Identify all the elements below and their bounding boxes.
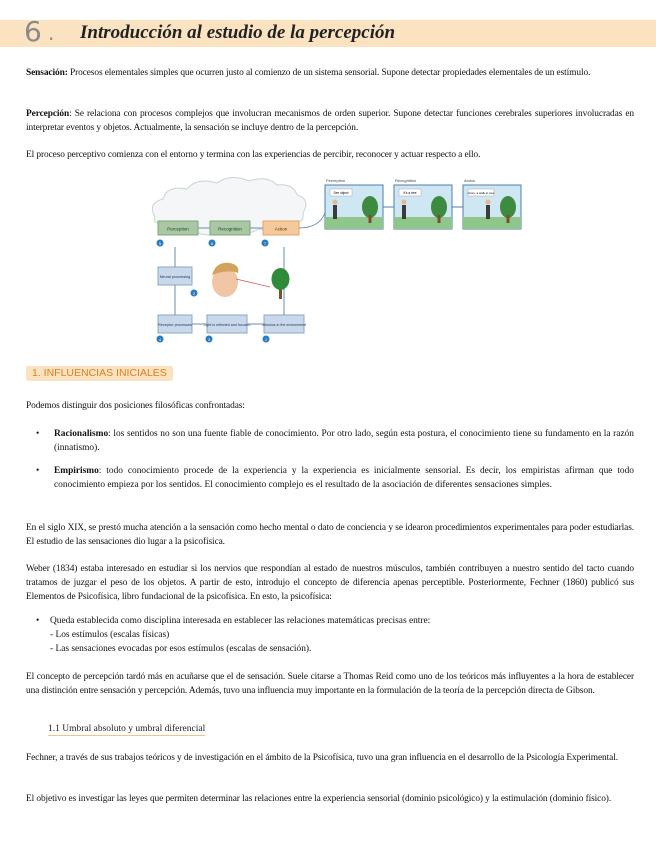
percepcion-definition: : Se relaciona con procesos complejos que involucran mecanismos de orden superior. Supone detectar funciones cerebrales superiores involucradas en interpretar eventos y objetos. Actualmente, la sensación se incluye dentro de la percepción. <box>26 109 634 133</box>
psicofisica-list <box>26 614 634 656</box>
scene-panel-recognition <box>394 185 452 229</box>
light-ray <box>236 279 270 287</box>
panel-title-action: Action <box>464 178 476 183</box>
paragraph-siglo-xix: En el siglo XIX, se prestó mucha atención a la sensación como hecho mental o dato de conciencia y se idearon procedimientos experimentales para poder estudiarlas. El estudio de las sensaciones dio lugar a la psicofísica. <box>26 523 634 547</box>
receptor-processes-label: Receptor processes <box>158 323 192 327</box>
panel-title-perception: Perception <box>326 178 346 183</box>
subsection-heading-umbral: 1.1 Umbral absoluto y umbral diferencial <box>48 724 206 734</box>
list-item-racionalismo <box>26 427 634 455</box>
paragraph-proceso-perceptivo: El proceso perceptivo comienza con el entorno y termina con las experiencias de percibir, reconocer y actuar respecto a ello. <box>26 150 481 160</box>
step-label-7: 7 <box>263 241 267 246</box>
section-badge-influencias: 1. INFLUENCIAS INICIALES <box>26 366 173 381</box>
term-empirismo: Empirismo <box>54 466 99 476</box>
list-item-psicofisica <box>26 614 634 628</box>
term-percepcion: Percepción <box>26 109 70 119</box>
bubble-walk-to-tree: Hmm, a walk to tree <box>467 191 495 195</box>
scene-panel-action <box>463 185 521 229</box>
perception-box-label: Perception <box>167 226 189 232</box>
panel-title-recognition: Recognition <box>395 178 417 183</box>
action-box-label: Action <box>274 226 288 232</box>
step-label-3: 3 <box>207 337 211 342</box>
bullet-icon: • <box>36 429 40 439</box>
chapter-number-dot: . <box>48 21 55 45</box>
empirismo-text: : todo conocimiento procede de la experiencia y la experiencia es inicialmente sensorial. Es decir, los empiristas afirman que todo conocimiento empieza por los sentidos. El conocimiento complejo es el resultado de la asociación de diferentes sensaciones simples. <box>54 466 634 490</box>
step-label-1: 1 <box>264 337 268 342</box>
scene-panel-perception <box>325 185 383 229</box>
sensacion-definition: Procesos elementales simples que ocurren justo al comienzo de un sistema sensorial. Supone detectar propiedades elementales de un estímulo. <box>67 68 591 78</box>
paragraph-sensacion <box>26 66 634 80</box>
chapter-number: 6 <box>24 15 42 48</box>
paragraph-posiciones: Podemos distinguir dos posiciones filosóficas confrontadas: <box>26 401 245 411</box>
paragraph-objetivo: El objetivo es investigar las leyes que permiten determinar las relaciones entre la experiencia sensorial (dominio psicológico) y la estimulación (dominio físico). <box>26 794 612 804</box>
neural-processing-label: Neural processing <box>159 275 191 279</box>
stimulus-environment-label: Stimulus in the environment <box>261 323 307 327</box>
psicofisica-text: Queda establecida como disciplina interesada en establecer las relaciones matemáticas precisas entre: <box>50 616 431 626</box>
step-label-2: 2 <box>192 291 196 296</box>
term-racionalismo: Racionalismo <box>54 429 109 439</box>
step-label-6: 6 <box>210 241 214 246</box>
paragraph-weber: Weber (1834) estaba interesado en estudiar si los nervios que respondían al estado de nuestros músculos, también contribuyen a nuestro sentido del tacto cuando tratamos de juzgar el peso de los objetos. A partir de esto, introdujo el concepto de diferencia apenas perceptible. Posteriormente, Fechner (1860) publicó sus Elementos de Psicofísica, libro fundacional de la psicofísica. En esto, la psicofísica: <box>26 564 634 602</box>
bullet-icon: • <box>36 466 40 476</box>
chapter-title: Introducción al estudio de la percepción <box>80 22 396 43</box>
bubble-see-object: See object <box>333 191 349 195</box>
paragraph-reid: El concepto de percepción tardó más en acuñarse que el de sensación. Suele citarse a Thomas Reid como uno de los teóricos más influyentes a la hora de establecer una distinción entre sensación y percepción. Además, tuvo una influencia muy importante en la formulación de la teoría de la percepción directa de Gibson. <box>26 672 634 696</box>
step-label-5: 5 <box>158 241 162 246</box>
list-item-sensaciones: - Las sensaciones evocadas por esos estímulos (escalas de sensación). <box>50 644 312 654</box>
light-reflected-label: Light is reflected and focused <box>203 323 251 327</box>
term-sensacion: Sensación: <box>26 68 68 78</box>
perceptual-process-figure <box>150 175 530 345</box>
list-item-empirismo <box>26 464 634 492</box>
paragraph-fechner: Fechner, a través de sus trabajos teóricos y de investigación en el ámbito de la Psicofísica, tuvo una gran influencia en el desarrollo de la Psicología Experimental. <box>26 753 618 763</box>
tree-canopy <box>272 268 290 290</box>
racionalismo-text: : los sentidos no son una fuente fiable de conocimiento. Por otro lado, según esta postura, el conocimiento tiene su fundamento en la razón (innatismo). <box>54 429 634 453</box>
bullet-icon: • <box>36 616 40 626</box>
philosophical-positions-list <box>26 427 634 501</box>
bubble-its-a-tree: It's a tree <box>403 191 417 195</box>
list-item-estimulos: - Los estímulos (escalas físicas) <box>50 630 170 640</box>
paragraph-percepcion <box>26 107 634 135</box>
step-label-4: 4 <box>158 337 162 342</box>
recognition-box-label: Recognition <box>218 226 242 232</box>
